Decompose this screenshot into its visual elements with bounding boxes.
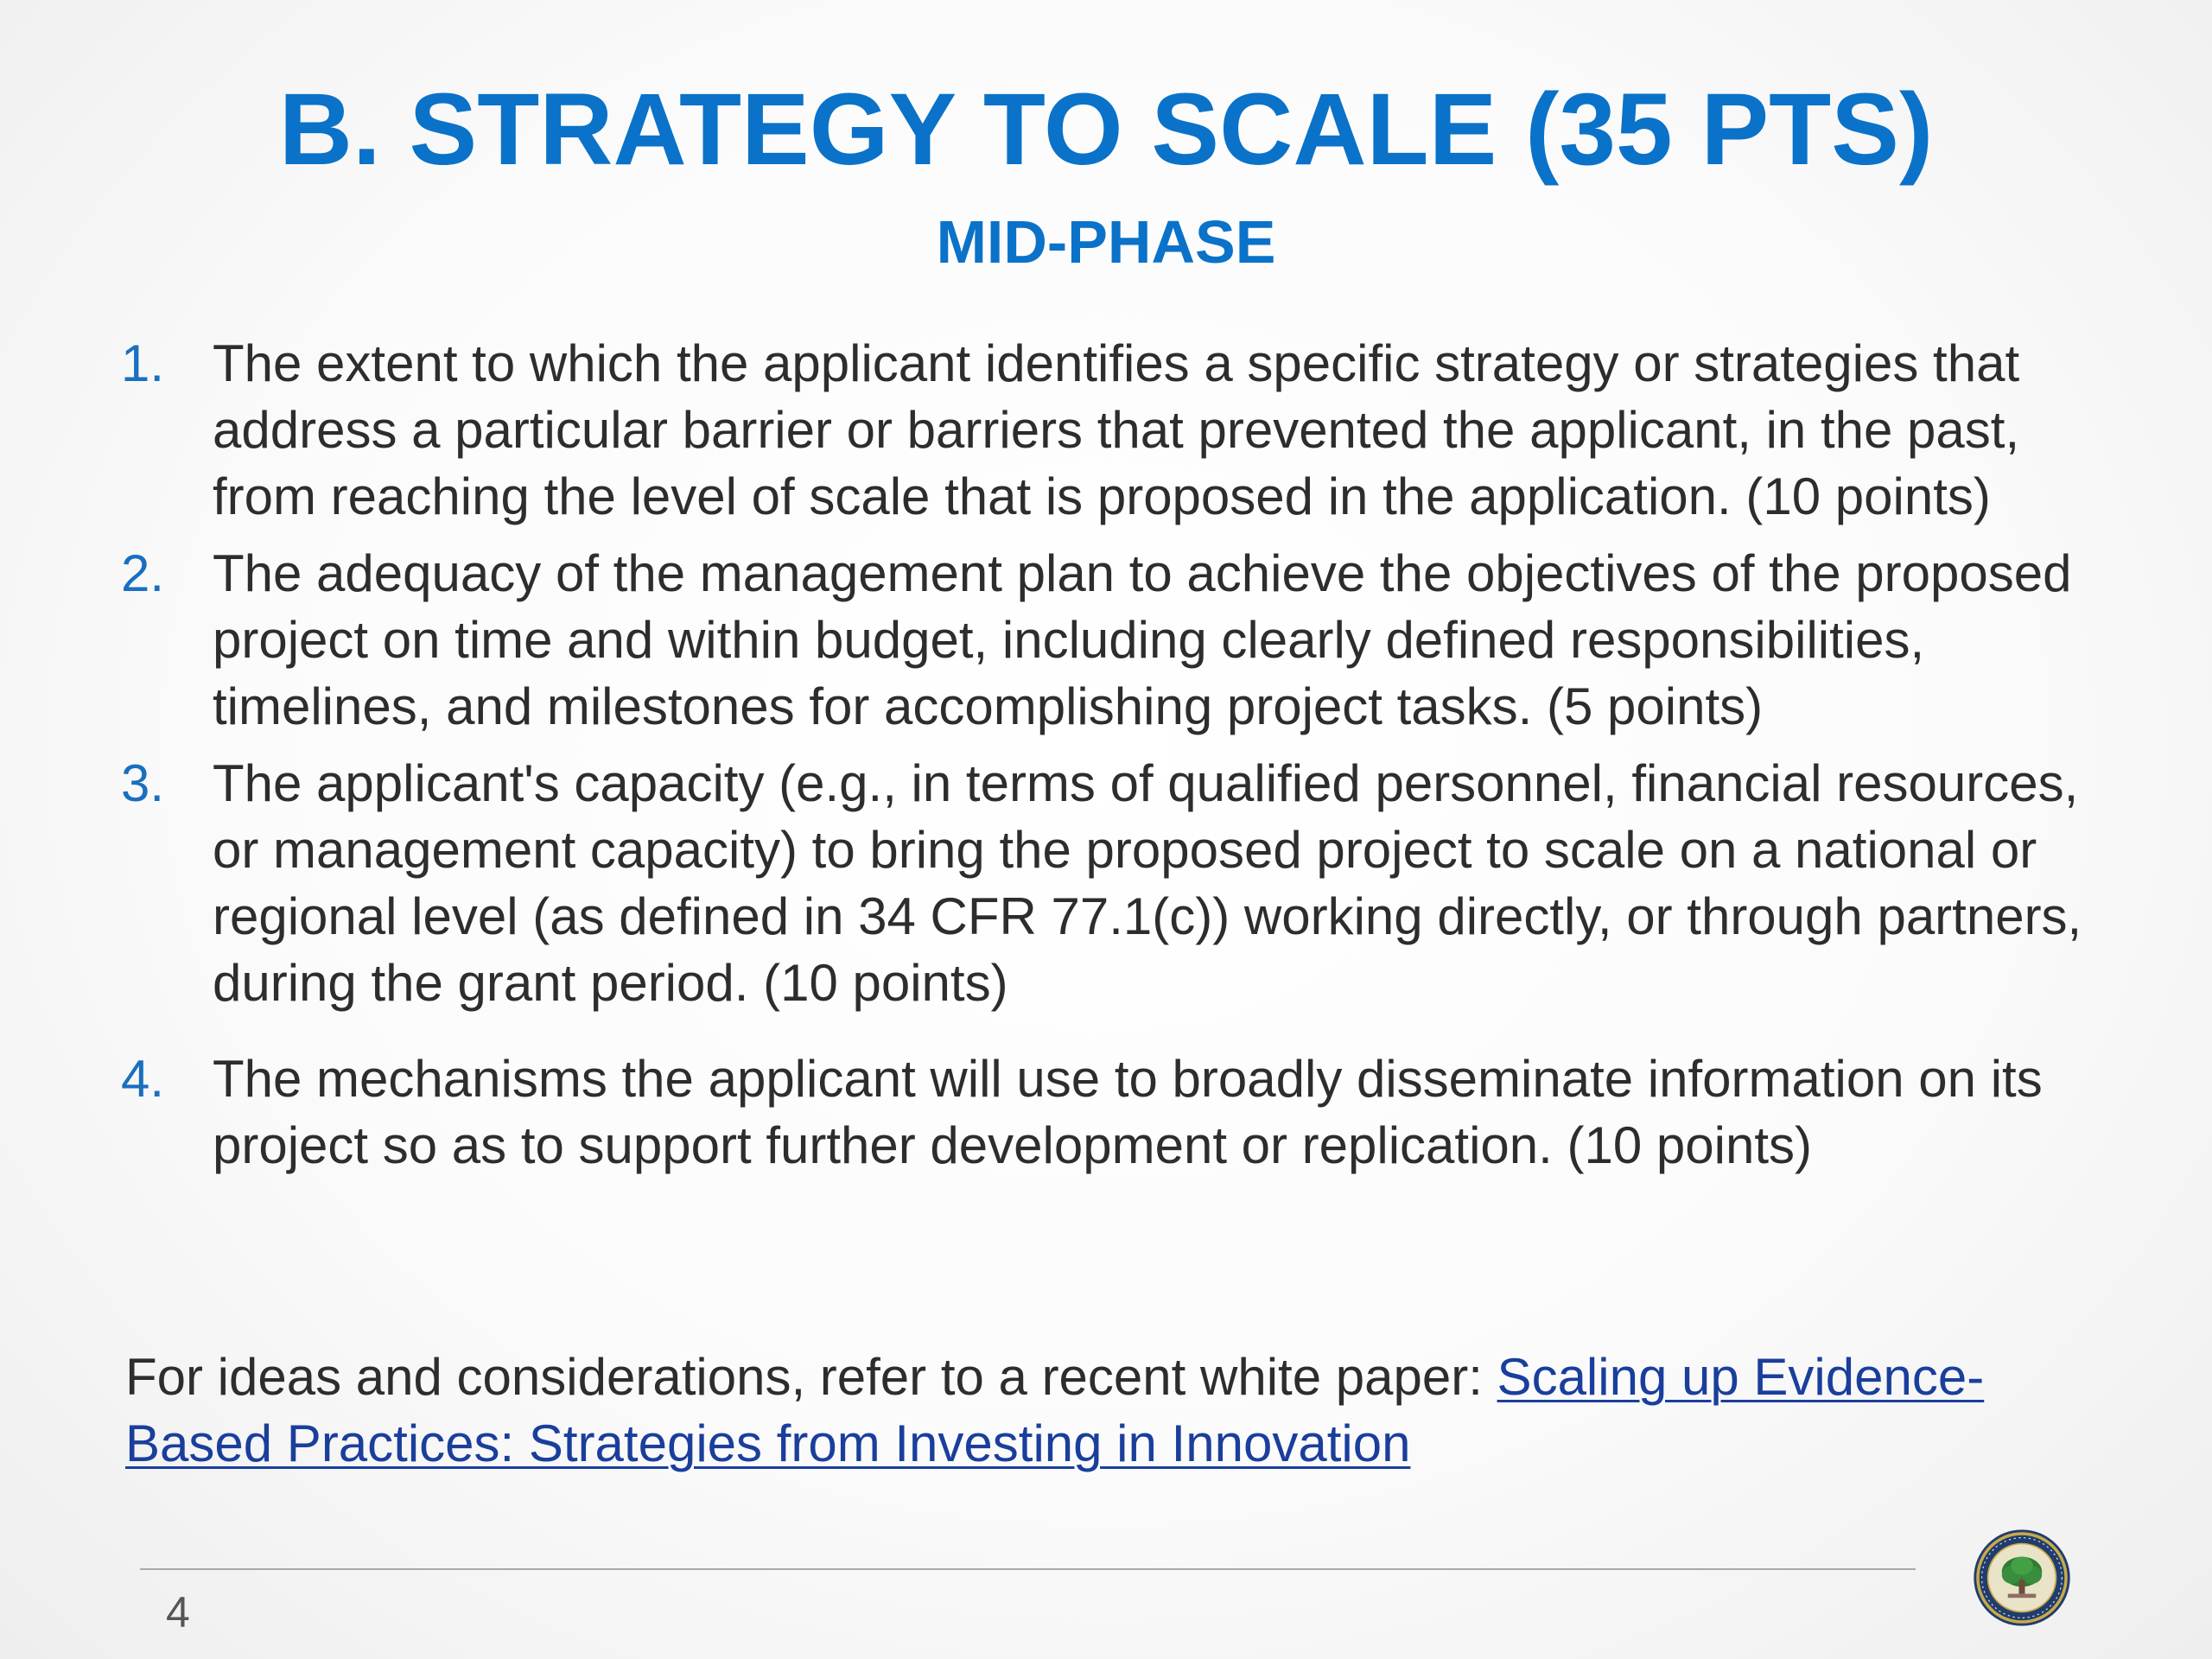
- footer-divider: [140, 1568, 1916, 1570]
- list-item-number: 1.: [121, 334, 165, 392]
- criteria-list: [121, 330, 2134, 1189]
- slide-subtitle: MID-PHASE: [936, 208, 1276, 276]
- list-item: [121, 330, 2134, 530]
- list-item-text: The applicant's capacity (e.g., in terms of qualified personnel, financial resources, or management capacity) to bring the proposed project to scale on a national or regional level (as defined in 34 CFR 77.1(c)) working directly, or through partners, during the grant period. (10 points): [213, 754, 2082, 1012]
- slide-title: B. STRATEGY TO SCALE (35 PTS): [278, 73, 1934, 187]
- list-item-text: The adequacy of the management plan to achieve the objectives of the proposed project on time and within budget, including clearly defined responsibilities, timelines, and milestones for accomplishing project tasks. (5 points): [213, 544, 2072, 735]
- list-item-number: 2.: [121, 544, 165, 602]
- list-item-text: The extent to which the applicant identifies a specific strategy or strategies that address a particular barrier or barriers that prevented the applicant, in the past, from reaching the level of scale that is proposed in the application. (10 points): [213, 334, 2020, 525]
- list-item-text: The mechanisms the applicant will use to broadly disseminate information on its project so as to support further development or replication. (10 points): [213, 1050, 2043, 1174]
- white-paper-link[interactable]: Scaling up Evidence-Based Practices: Strategies from Investing in Innovation: [125, 1348, 1985, 1472]
- page-number: 4: [166, 1588, 190, 1637]
- list-item: [121, 750, 2134, 1016]
- list-item-number: 4.: [121, 1050, 165, 1108]
- list-item-number: 3.: [121, 754, 165, 812]
- list-item: [121, 540, 2134, 740]
- reference-text: For ideas and considerations, refer to a recent white paper:: [125, 1348, 1497, 1406]
- department-of-education-seal-icon: [1972, 1528, 2072, 1628]
- reference-paragraph: [125, 1344, 2121, 1477]
- list-item: [121, 1046, 2134, 1179]
